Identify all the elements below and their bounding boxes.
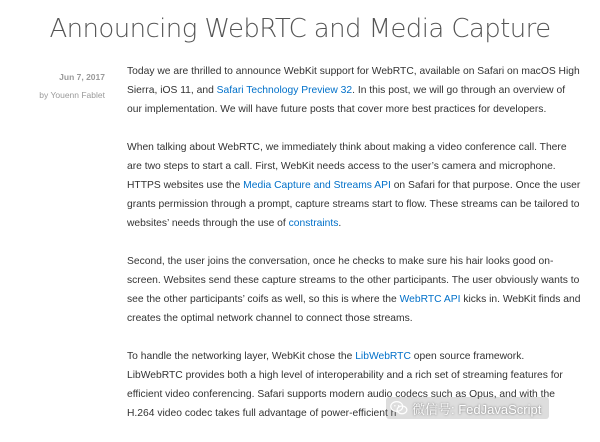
post-author: by Youenn Fablet — [39, 90, 105, 100]
paragraph-text: . — [338, 218, 342, 229]
inline-link[interactable]: constraints — [288, 218, 339, 229]
inline-link[interactable]: Media Capture and Streams API — [243, 180, 391, 191]
wechat-icon — [390, 400, 408, 416]
post-date: Jun 7, 2017 — [59, 72, 105, 82]
watermark — [386, 397, 549, 419]
watermark-text: 微信号: FedJavaScript — [412, 401, 542, 417]
paragraph-text: To handle the networking layer, WebKit chose the — [127, 351, 356, 362]
paragraph-text: Second, the user joins the conversation, once he checks to make sure his hair looks good on-screen. Websites send these capture streams to the other participants. The user obviously wants to see the other participants’ coifs as well, so this is where the — [127, 256, 580, 305]
article-paragraph — [127, 62, 582, 119]
inline-link[interactable]: LibWebRTC — [355, 351, 411, 362]
paragraph-text: When talking about WebRTC, we immediately think about making a video conference call. There are two steps to start a call. First, WebKit needs access to the user’s camera and microphone. HTTPS websites use the — [127, 142, 567, 191]
post-meta — [30, 68, 105, 104]
paragraph-text: open source framework. LibWebRTC provides both a high level of interoperability and a rich set of streaming features for efficient video conferencing. Safari supports modern audio codecs such as Opus, and with the H.264 video codec takes full advantage of power-efficient h — [127, 351, 563, 419]
inline-link[interactable]: Safari Technology Preview 32 — [216, 85, 353, 96]
page-title: Announcing WebRTC and Media Capture — [49, 14, 551, 44]
paragraph-text: on Safari for that purpose. Once the user grants permission through a prompt, capture streams start to flow. These streams can be tailored to websites’ needs through the use of — [127, 180, 581, 229]
paragraph-text: kicks in. WebKit finds and creates the optimal network channel to connect those streams. — [127, 294, 581, 324]
article-paragraph — [127, 252, 582, 328]
paragraph-text: Today we are thrilled to announce WebKit support for WebRTC, available on Safari on macOS High Sierra, iOS 11, and — [127, 66, 580, 96]
paragraph-text: . In this post, we will go through an overview of our implementation. We will have future posts that cover more best practices for developers. — [127, 85, 566, 115]
article-body — [127, 62, 582, 442]
article-paragraph — [127, 138, 582, 233]
inline-link[interactable]: WebRTC API — [399, 294, 461, 305]
